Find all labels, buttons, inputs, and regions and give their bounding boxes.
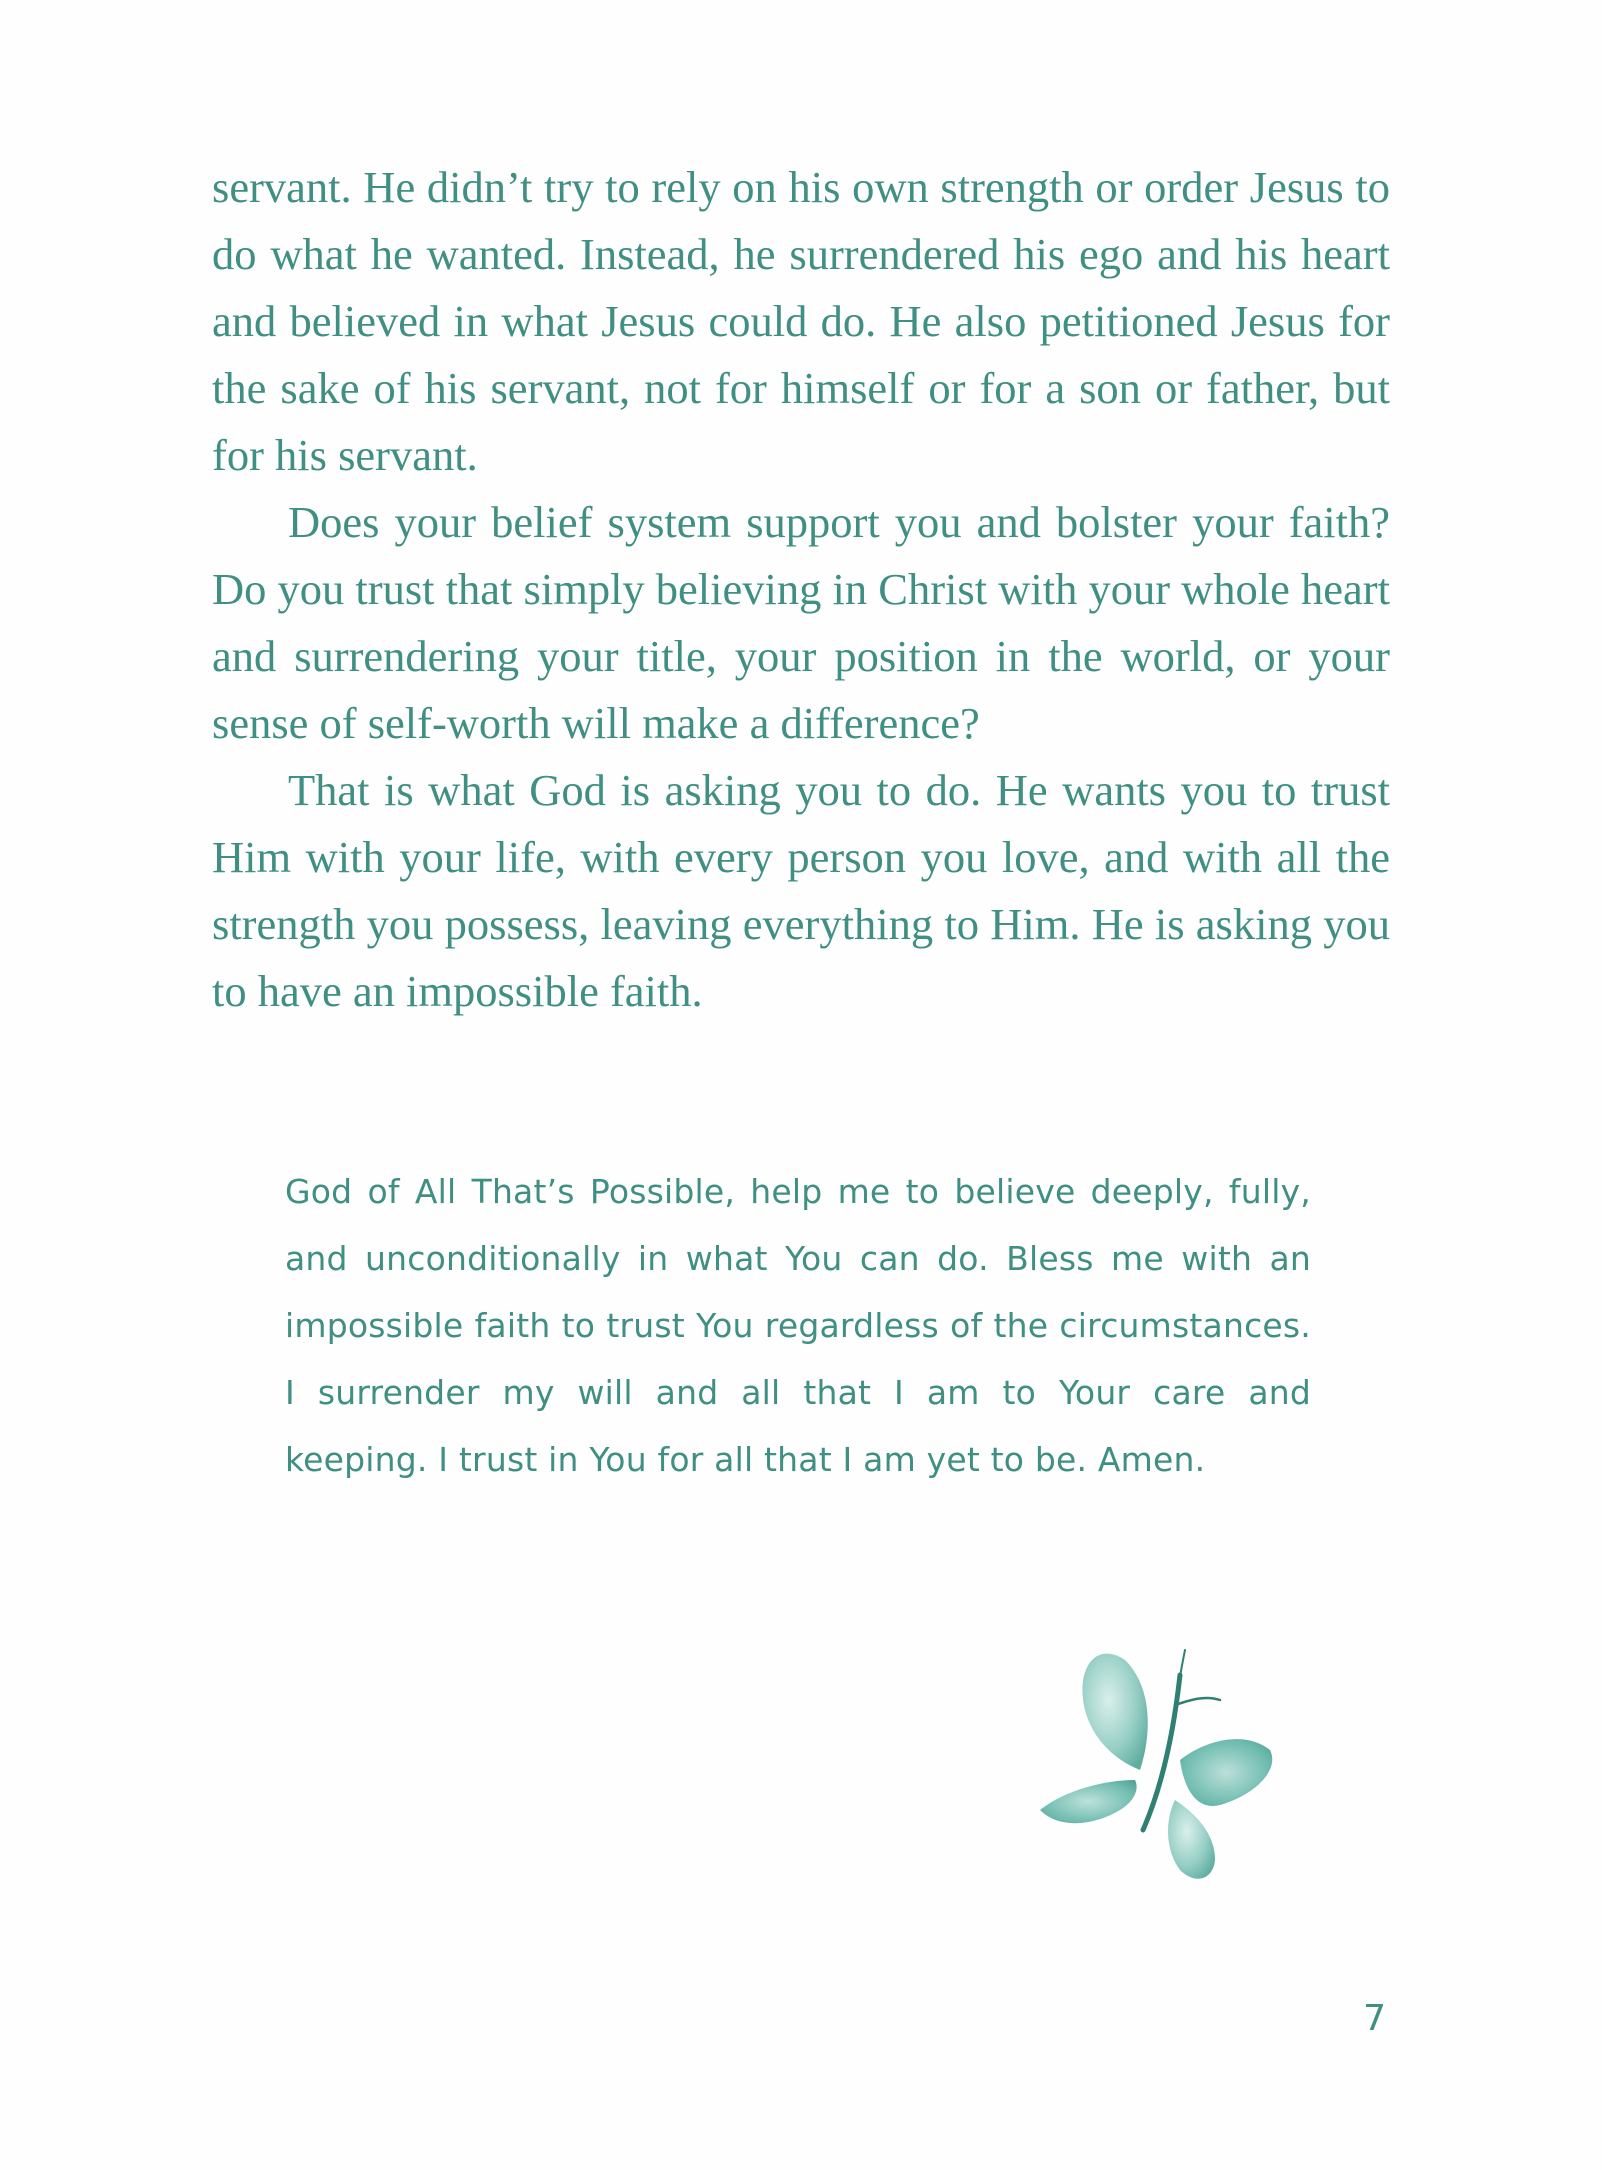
butterfly-icon: [1015, 1630, 1305, 1900]
paragraph-1: servant. He didn’t try to rely on his own strength or order Jesus to do what he wanted. Instead, he surrendered his ego and his heart and believed in what Jesus could do. He also petitioned Jesus for the sake of his servant, not for himself or for a son or father, but for his servant.: [212, 162, 1390, 480]
paragraph-3: That is what God is asking you to do. He wants you to trust Him with your life, with every person you love, and with all the strength you possess, leaving everything to Him. He is asking you to have an impossible faith.: [212, 765, 1390, 1016]
page-number: 7: [1363, 1998, 1386, 2039]
paragraph-2: Does your belief system support you and bolster your faith? Do you trust that simply believing in Christ with your whole heart and surrendering your title, your position in the world, or your sense of self-worth will make a difference?: [212, 497, 1390, 748]
prayer-text: God of All That’s Possible, help me to believe deeply, fully, and unconditionally in what You can do. Bless me with an impossible faith to trust You regardless of the circumstances. I surrender my will and all that I am to Your care and keeping. I trust in You for all that I am yet to be. Amen.: [285, 1172, 1311, 1479]
body-text: [212, 154, 1390, 1025]
prayer-block: [285, 1158, 1311, 1493]
